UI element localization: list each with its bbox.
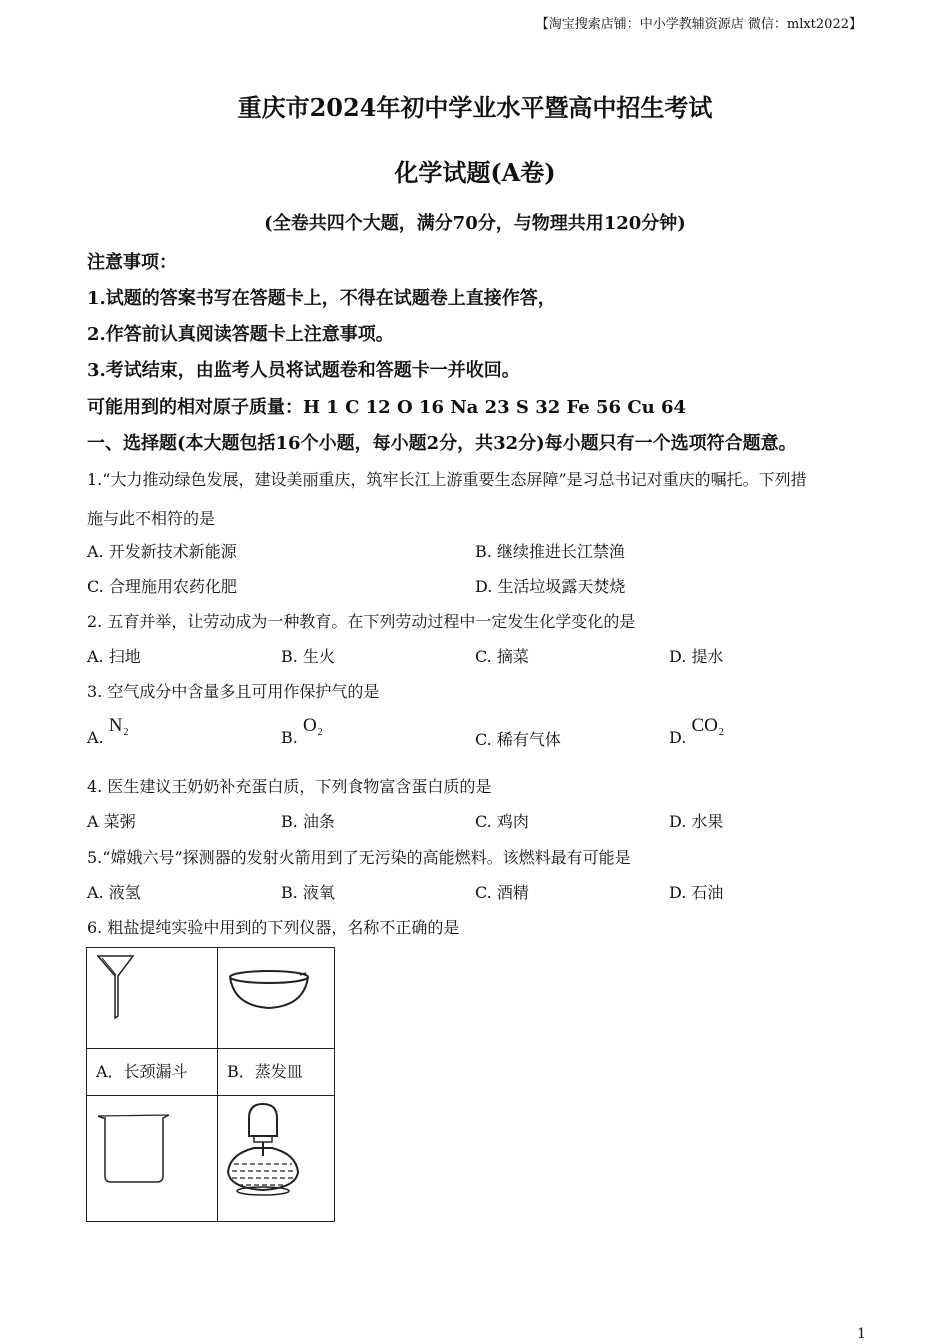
note-item: 3.考试结束，由监考人员将试题卷和答题卡一并收回。 xyxy=(87,360,520,381)
label-cell-a xyxy=(87,1049,218,1096)
option-d xyxy=(669,715,724,749)
instrument-label: B．蒸发皿 xyxy=(227,1062,303,1081)
lamp-cell xyxy=(218,1096,335,1222)
chemical-formula xyxy=(109,715,129,736)
funnel-icon xyxy=(87,948,217,1044)
option-c: C. 鸡肉 xyxy=(475,812,529,831)
question-stem: 1.“大力推动绿色发展，建设美丽重庆，筑牢长江上游重要生态屏障”是习总书记对重庆的嘱托。下列措 xyxy=(87,470,807,489)
option-label: D. xyxy=(669,728,687,747)
option-label: C. 稀有气体 xyxy=(475,730,561,749)
question-stem: 6. 粗盐提纯实验中用到的下列仪器，名称不正确的是 xyxy=(87,918,460,937)
option-a: A. 液氢 xyxy=(87,883,141,902)
formula-subscript: 2 xyxy=(123,727,129,738)
formula-main: O xyxy=(302,715,317,736)
option-b: B. 继续推进长江禁渔 xyxy=(475,542,625,561)
question-stem: 3. 空气成分中含量多且可用作保护气的是 xyxy=(87,682,380,701)
option-c xyxy=(475,727,561,750)
option-d: D. 水果 xyxy=(669,812,724,831)
option-a: A 菜粥 xyxy=(87,812,136,831)
note-item: 1.试题的答案书写在答题卡上，不得在试题卷上直接作答， xyxy=(87,288,556,309)
option-c: C. 酒精 xyxy=(475,883,529,902)
option-a: A. 扫地 xyxy=(87,647,141,666)
question-stem: 4. 医生建议王奶奶补充蛋白质，下列食物富含蛋白质的是 xyxy=(87,777,492,796)
option-d: D. 提水 xyxy=(669,647,724,666)
option-d: D. 石油 xyxy=(669,883,724,902)
funnel-cell xyxy=(87,948,218,1049)
page-number: 1 xyxy=(857,1326,866,1342)
formula-main: N xyxy=(108,715,123,736)
instrument-table xyxy=(86,947,335,1222)
formula-subscript: 2 xyxy=(317,727,323,738)
evaporating-dish-icon xyxy=(218,948,334,1044)
exam-subtitle: 化学试题(A卷) xyxy=(394,158,556,187)
option-label: B. xyxy=(281,728,298,747)
option-c: C. 摘菜 xyxy=(475,647,529,666)
option-b xyxy=(281,715,323,749)
formula-subscript: 2 xyxy=(718,727,724,738)
shop-header: 【淘宝搜索店铺：中小学教辅资源店 微信：mlxt2022】 xyxy=(535,17,862,32)
section-heading: 一、选择题(本大题包括16个小题，每小题2分，共32分)每小题只有一个选项符合题意。 xyxy=(87,433,797,454)
option-b: B. 生火 xyxy=(281,647,335,666)
notes-heading: 注意事项： xyxy=(87,252,177,273)
beaker-cell xyxy=(87,1096,218,1222)
option-c: C. 合理施用农药化肥 xyxy=(87,577,237,596)
option-a: A. 开发新技术新能源 xyxy=(87,542,237,561)
option-b: B. 油条 xyxy=(281,812,335,831)
option-label: A. xyxy=(87,728,104,747)
question-stem: 5.“嫦娥六号”探测器的发射火箭用到了无污染的高能燃料。该燃料最有可能是 xyxy=(87,848,631,867)
option-b: B. 液氧 xyxy=(281,883,335,902)
exam-title: 重庆市2024年初中学业水平暨高中招生考试 xyxy=(237,93,713,122)
dish-cell xyxy=(218,948,335,1049)
instrument-label: A．长颈漏斗 xyxy=(96,1062,188,1081)
alcohol-lamp-icon xyxy=(218,1096,334,1217)
note-item: 2.作答前认真阅读答题卡上注意事项。 xyxy=(87,324,394,345)
exam-info: (全卷共四个大题，满分70分，与物理共用120分钟) xyxy=(264,213,686,234)
question-stem: 施与此不相符的是 xyxy=(87,509,216,528)
option-d: D. 生活垃圾露天焚烧 xyxy=(475,577,626,596)
question-stem: 2. 五育并举，让劳动成为一种教育。在下列劳动过程中一定发生化学变化的是 xyxy=(87,612,636,631)
chemical-formula xyxy=(691,715,723,736)
formula-main: CO xyxy=(691,715,718,736)
option-a xyxy=(87,715,129,749)
label-cell-b xyxy=(218,1049,335,1096)
chemical-formula xyxy=(303,715,323,736)
atomic-masses: 可能用到的相对原子质量：H 1 C 12 O 16 Na 23 S 32 Fe 56 Cu 64 xyxy=(87,397,687,418)
beaker-icon xyxy=(87,1096,217,1217)
